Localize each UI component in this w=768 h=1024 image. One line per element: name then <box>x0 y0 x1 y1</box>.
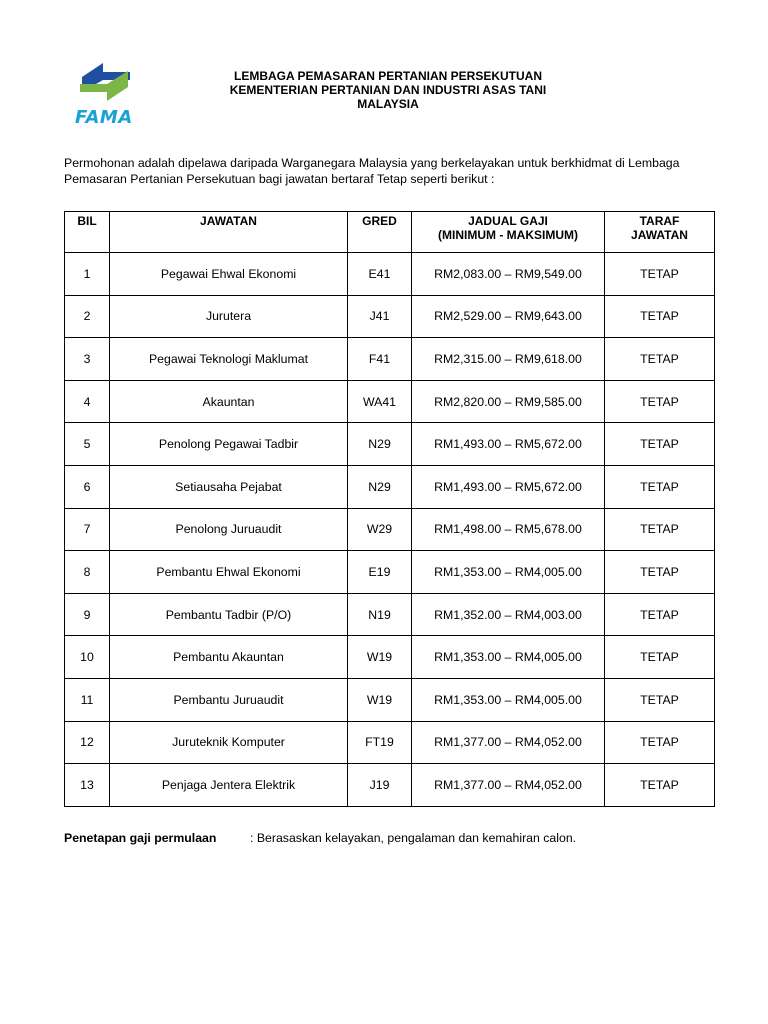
cell-gaji: RM1,353.00 – RM4,005.00 <box>412 678 605 721</box>
cell-gred: F41 <box>348 338 412 381</box>
table-row <box>65 508 715 551</box>
cell-gred: E19 <box>348 551 412 594</box>
cell-taraf: TETAP <box>605 295 715 338</box>
cell-taraf: TETAP <box>605 338 715 381</box>
cell-jawatan: Akauntan <box>110 380 348 423</box>
cell-gaji: RM2,315.00 – RM9,618.00 <box>412 338 605 381</box>
cell-gaji: RM1,498.00 – RM5,678.00 <box>412 508 605 551</box>
header-taraf-jawatan: TARAF JAWATAN <box>605 212 715 253</box>
vacancy-table <box>64 211 715 807</box>
table-row <box>65 253 715 296</box>
salary-note <box>64 831 576 845</box>
header-line-ministry: KEMENTERIAN PERTANIAN DAN INDUSTRI ASAS TANI <box>229 83 547 97</box>
intro-line-1: Permohonan adalah dipelawa daripada Warganegara Malaysia yang berkelayakan untuk berkhidmat di Lembaga <box>64 156 680 170</box>
cell-taraf: TETAP <box>605 508 715 551</box>
cell-jawatan: Pembantu Akauntan <box>110 636 348 679</box>
cell-gaji: RM1,353.00 – RM4,005.00 <box>412 636 605 679</box>
cell-bil: 5 <box>65 423 110 466</box>
cell-gaji: RM1,493.00 – RM5,672.00 <box>412 423 605 466</box>
header-line-country: MALAYSIA <box>357 97 419 111</box>
cell-gaji: RM1,352.00 – RM4,003.00 <box>412 593 605 636</box>
fama-logo-mark-icon <box>72 58 138 108</box>
cell-gred: FT19 <box>348 721 412 764</box>
header-gred: GRED <box>348 212 412 253</box>
table-row <box>65 636 715 679</box>
cell-jawatan: Penjaga Jentera Elektrik <box>110 764 348 807</box>
cell-gred: J41 <box>348 295 412 338</box>
cell-jawatan: Juruteknik Komputer <box>110 721 348 764</box>
cell-taraf: TETAP <box>605 253 715 296</box>
fama-logo-text: FAMA <box>75 107 133 128</box>
cell-bil: 9 <box>65 593 110 636</box>
table-row <box>65 295 715 338</box>
table-row <box>65 678 715 721</box>
cell-gred: WA41 <box>348 380 412 423</box>
cell-taraf: TETAP <box>605 465 715 508</box>
cell-gred: J19 <box>348 764 412 807</box>
cell-bil: 11 <box>65 678 110 721</box>
cell-taraf: TETAP <box>605 636 715 679</box>
cell-jawatan: Pegawai Ehwal Ekonomi <box>110 253 348 296</box>
table-header-row <box>65 212 715 253</box>
cell-gaji: RM1,493.00 – RM5,672.00 <box>412 465 605 508</box>
table-row <box>65 380 715 423</box>
cell-gaji: RM1,377.00 – RM4,052.00 <box>412 764 605 807</box>
cell-taraf: TETAP <box>605 593 715 636</box>
cell-bil: 8 <box>65 551 110 594</box>
cell-gaji: RM2,529.00 – RM9,643.00 <box>412 295 605 338</box>
cell-gaji: RM1,353.00 – RM4,005.00 <box>412 551 605 594</box>
cell-bil: 2 <box>65 295 110 338</box>
cell-gred: W29 <box>348 508 412 551</box>
table-row <box>65 721 715 764</box>
cell-bil: 13 <box>65 764 110 807</box>
cell-gaji: RM2,820.00 – RM9,585.00 <box>412 380 605 423</box>
document-header <box>188 69 588 111</box>
intro-line-2: Pemasaran Pertanian Persekutuan bagi jawatan bertaraf Tetap seperti berikut : <box>64 172 495 186</box>
table-row <box>65 593 715 636</box>
cell-jawatan: Penolong Juruaudit <box>110 508 348 551</box>
cell-gred: W19 <box>348 636 412 679</box>
table-row <box>65 338 715 381</box>
cell-gaji: RM1,377.00 – RM4,052.00 <box>412 721 605 764</box>
header-line-agency: LEMBAGA PEMASARAN PERTANIAN PERSEKUTUAN <box>233 69 542 83</box>
table-body <box>65 253 715 807</box>
cell-taraf: TETAP <box>605 551 715 594</box>
cell-gred: W19 <box>348 678 412 721</box>
cell-bil: 12 <box>65 721 110 764</box>
header-jawatan: JAWATAN <box>110 212 348 253</box>
cell-jawatan: Setiausaha Pejabat <box>110 465 348 508</box>
cell-gred: N29 <box>348 423 412 466</box>
table-row <box>65 551 715 594</box>
cell-taraf: TETAP <box>605 764 715 807</box>
cell-jawatan: Pegawai Teknologi Maklumat <box>110 338 348 381</box>
cell-taraf: TETAP <box>605 678 715 721</box>
cell-bil: 7 <box>65 508 110 551</box>
cell-gred: N19 <box>348 593 412 636</box>
cell-jawatan: Pembantu Tadbir (P/O) <box>110 593 348 636</box>
cell-bil: 3 <box>65 338 110 381</box>
cell-jawatan: Penolong Pegawai Tadbir <box>110 423 348 466</box>
cell-bil: 4 <box>65 380 110 423</box>
cell-taraf: TETAP <box>605 721 715 764</box>
header-jadual-gaji: JADUAL GAJI (MINIMUM - MAKSIMUM) <box>412 212 605 253</box>
cell-jawatan: Pembantu Ehwal Ekonomi <box>110 551 348 594</box>
cell-jawatan: Pembantu Juruaudit <box>110 678 348 721</box>
fama-logo <box>72 58 138 132</box>
cell-gred: E41 <box>348 253 412 296</box>
cell-bil: 6 <box>65 465 110 508</box>
intro-paragraph <box>64 155 716 187</box>
cell-taraf: TETAP <box>605 423 715 466</box>
table-row <box>65 764 715 807</box>
table-row <box>65 465 715 508</box>
salary-note-label: Penetapan gaji permulaan <box>64 831 217 845</box>
cell-gaji: RM2,083.00 – RM9,549.00 <box>412 253 605 296</box>
salary-note-text: : Berasaskan kelayakan, pengalaman dan kemahiran calon. <box>250 831 577 845</box>
cell-jawatan: Jurutera <box>110 295 348 338</box>
cell-taraf: TETAP <box>605 380 715 423</box>
table-row <box>65 423 715 466</box>
cell-gred: N29 <box>348 465 412 508</box>
cell-bil: 1 <box>65 253 110 296</box>
cell-bil: 10 <box>65 636 110 679</box>
header-bil: BIL <box>65 212 110 253</box>
